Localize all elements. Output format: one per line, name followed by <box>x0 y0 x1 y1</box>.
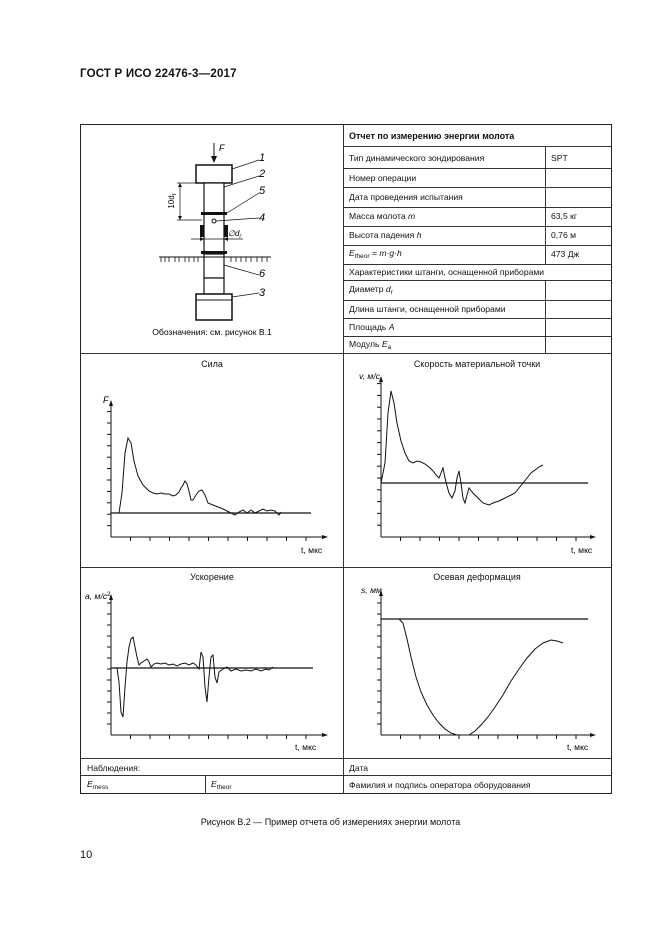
accelerometer <box>212 219 216 223</box>
callout-1: 1 <box>259 152 266 164</box>
force-curve <box>111 438 281 515</box>
velocity-y-label: v, м/с <box>359 371 381 381</box>
velocity-x-label: t, мкс <box>571 545 593 555</box>
deform-curve <box>381 619 563 735</box>
force-x-label: t, мкс <box>301 545 323 555</box>
divider-footer-left <box>205 775 206 794</box>
callout-6: 6 <box>259 268 266 280</box>
deform-x-label: t, мкс <box>567 742 589 752</box>
accel-chart-title: Ускорение <box>190 572 234 582</box>
row-probe-type-label: Тип динамического зондирования <box>349 153 485 163</box>
diagram-note: Обозначения: см. рисунок В.1 <box>152 327 272 337</box>
row-test-date-label: Дата проведения испытания <box>349 192 463 202</box>
x-axis-arrow <box>322 535 328 539</box>
accel-y-label: a, $м/с^2$ <box>85 591 111 601</box>
report-form <box>80 124 612 794</box>
row-rod-length-label: Длина штанги, оснащенной приборами <box>349 304 506 314</box>
row-operation-number-label: Номер операции <box>349 173 417 183</box>
x-axis-arrow <box>322 733 328 737</box>
divider-footer-mid <box>81 775 611 776</box>
x-axis-arrow <box>590 733 596 737</box>
velocity-chart-title: Скорость материальной точки <box>413 359 541 369</box>
row-drop-height-label: Высота падения h <box>349 230 422 240</box>
row-e-theor-value: 473 Дж <box>551 249 580 259</box>
coupling-top <box>201 212 227 215</box>
e-meas-label: $E_{mess}$ <box>87 779 109 791</box>
date-label: Дата <box>349 763 369 773</box>
strain-gauge-left <box>200 225 204 237</box>
y-axis-arrow <box>109 400 113 406</box>
accel-chart <box>81 567 343 758</box>
observations-label: Наблюдения: <box>87 763 141 773</box>
divider-footer-top <box>81 758 611 759</box>
force-label: F <box>219 143 225 153</box>
instrumented-rod-title: Характеристики штанги, оснащенной приборами <box>349 267 545 277</box>
hammer-rod-diagram <box>81 125 343 353</box>
accel-curve <box>111 637 273 717</box>
velocity-curve <box>381 391 543 505</box>
callout-5: 5 <box>259 185 266 197</box>
accel-x-label: t, мкс <box>295 742 317 752</box>
length-label: $10d_r$ <box>167 193 178 209</box>
deform-chart <box>343 567 611 758</box>
row-area-label: Площадь A <box>349 322 395 332</box>
document-header: ГОСТ Р ИСО 22476-3—2017 <box>80 68 237 80</box>
force-chart <box>81 353 343 567</box>
velocity-chart <box>343 353 611 567</box>
row-hammer-mass-value: 63,5 кг <box>551 211 578 221</box>
row-hammer-mass-label: Масса молота m <box>349 211 416 221</box>
row-modulus-label: Модуль $E_a$ <box>349 339 392 351</box>
diameter-label: $\emptyset d_r$ <box>228 229 242 240</box>
callout-4: 4 <box>259 212 266 224</box>
deform-y-label: s, мм <box>361 585 382 595</box>
row-drop-height-value: 0,76 м <box>551 230 577 240</box>
rod-upper <box>204 183 224 213</box>
report-title: Отчет по измерению энергии молота <box>349 131 515 141</box>
figure-caption: Рисунок В.2 — Пример отчета об измерениях энергии молота <box>200 817 461 827</box>
force-chart-title: Сила <box>201 359 223 369</box>
row-probe-type-value: SPT <box>551 153 568 163</box>
anvil-part <box>196 165 232 183</box>
x-axis-arrow <box>590 535 596 539</box>
rod-lower <box>204 278 224 294</box>
force-y-label: F <box>103 395 109 405</box>
e-theor-label: $E_{theor}$ <box>211 779 232 791</box>
operator-signature-label: Фамилия и подпись оператора оборудования <box>349 780 531 790</box>
row-diameter-label: Диаметр $d_r$ <box>349 284 393 296</box>
row-e-theor-label: $E_{theor} = m\cdot g\cdot h$ <box>349 248 402 260</box>
page-number: 10 <box>80 849 93 861</box>
rod-middle <box>204 254 224 278</box>
callout-3: 3 <box>259 287 266 299</box>
sampler <box>196 294 232 320</box>
deform-chart-title: Осевая деформация <box>433 572 521 582</box>
force-arrowhead <box>211 156 217 163</box>
callout-2: 2 <box>259 168 266 180</box>
